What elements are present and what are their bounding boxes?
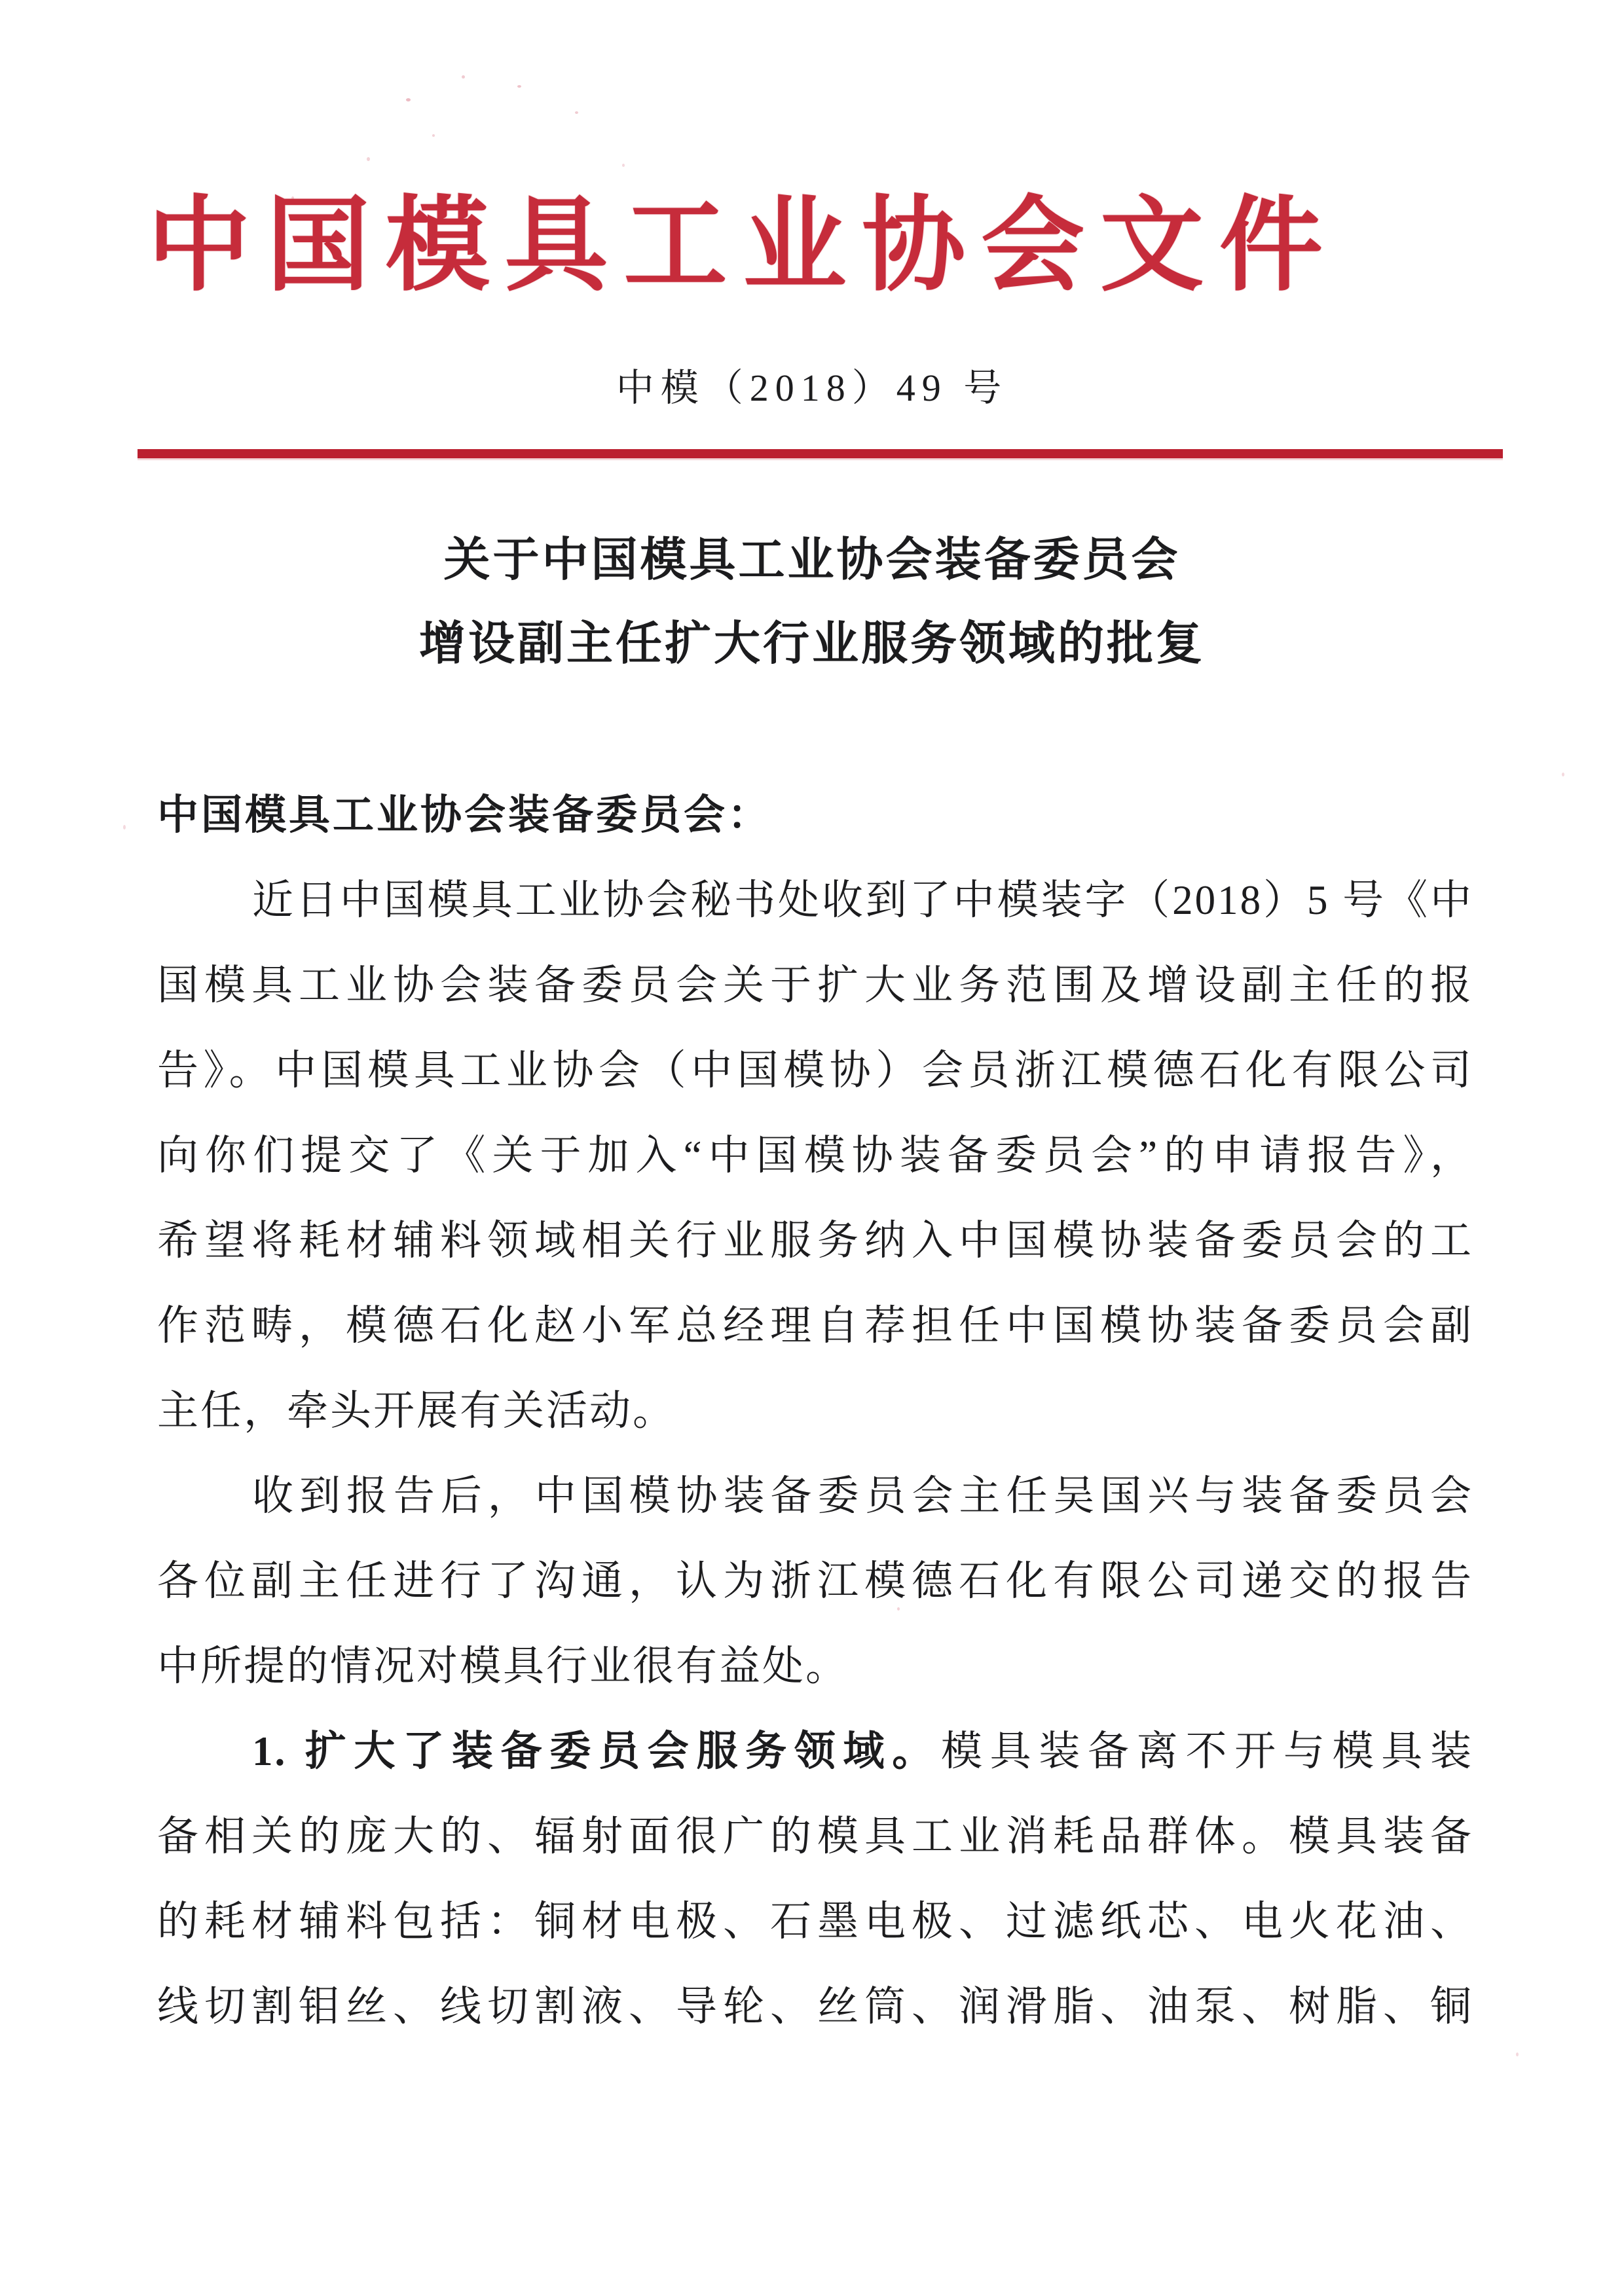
doc-number: 中模（2018）49 号 — [616, 367, 1008, 409]
body-line — [157, 1964, 1473, 2049]
letterhead-title — [147, 178, 1323, 304]
body-line — [157, 1794, 1473, 1879]
letterhead-char: 具 — [504, 189, 608, 304]
scan-speckle — [575, 111, 578, 114]
body-line — [157, 1368, 1473, 1453]
salutation-line: 中国模具工业协会装备委员会： — [157, 792, 771, 838]
document-title-line2: 增设副主任扩大行业服务领域的批复 — [418, 619, 1205, 670]
letterhead-char: 国 — [266, 189, 370, 304]
body-segment: 希望将耗材辅料领域相关行业服务纳入中国模协装备委员会的工 — [157, 1218, 1473, 1264]
body-segment: 线切割钼丝、线切割液、导轮、丝筒、润滑脂、油泵、树脂、铜 — [157, 1984, 1473, 2030]
body-line — [157, 858, 1473, 943]
letterhead-char: 会 — [981, 189, 1085, 304]
body-segment: 向你们提交了《关于加入“中国模协装备委员会”的申请报告》， — [157, 1133, 1473, 1178]
body-line — [157, 1283, 1473, 1368]
scan-speckle — [462, 75, 465, 79]
red-divider-line — [138, 449, 1503, 458]
scan-speckle — [432, 134, 435, 137]
body-line — [157, 1198, 1473, 1283]
body-segment: 模具装备离不开与模具装 — [940, 1728, 1474, 1774]
scan-speckle — [517, 85, 521, 88]
letterhead-char: 件 — [1219, 189, 1323, 304]
body-line — [157, 1113, 1473, 1198]
body-segment: 中所提的情况对模具行业很有益处。 — [157, 1643, 849, 1689]
letterhead-char: 协 — [862, 189, 966, 304]
body-segment: 备相关的庞大的、辐射面很广的模具工业消耗品群体。模具装备 — [157, 1813, 1473, 1859]
letterhead-char: 中 — [147, 189, 251, 304]
document-title — [0, 519, 1624, 686]
body-line — [157, 1453, 1473, 1539]
document-title-line1: 关于中国模具工业协会装备委员会 — [443, 535, 1181, 586]
scan-speckle — [123, 825, 126, 829]
body-segment-bold: 1. 扩大了装备委员会服务领域。 — [252, 1728, 941, 1774]
body-line — [157, 1624, 1473, 1709]
body-segment: 收到报告后，中国模协装备委员会主任吴国兴与装备委员会 — [252, 1473, 1473, 1519]
body-line — [157, 1028, 1473, 1113]
scan-speckle — [367, 157, 370, 161]
letterhead-char: 工 — [623, 189, 728, 304]
body-segment: 国模具工业协会装备委员会关于扩大业务范围及增设副主任的报 — [157, 962, 1473, 1008]
body-line — [157, 1539, 1473, 1624]
letterhead-char: 模 — [385, 189, 489, 304]
body-segment: 主任，牵头开展有关活动。 — [157, 1388, 676, 1434]
body-segment: 各位副主任进行了沟通，认为浙江模德石化有限公司递交的报告 — [157, 1558, 1473, 1604]
letterhead-char: 业 — [743, 189, 847, 304]
body-segment: 的耗材辅料包括：铜材电极、石墨电极、过滤纸芯、电火花油、 — [157, 1899, 1473, 1944]
body-line — [157, 1879, 1473, 1964]
letterhead-char: 文 — [1100, 189, 1204, 304]
scan-speckle — [406, 98, 411, 101]
body-line — [157, 1709, 1473, 1794]
body-segment: 作范畴，模德石化赵小军总经理自荐担任中国模协装备委员会副 — [157, 1303, 1473, 1349]
body-line — [157, 943, 1473, 1028]
body-segment: 近日中国模具工业协会秘书处收到了中模装字（2018）5 号《中 — [252, 877, 1473, 923]
document-body — [157, 773, 1473, 2049]
scan-speckle — [1516, 2052, 1519, 2056]
body-segment: 告》。中国模具工业协会（中国模协）会员浙江模德石化有限公司 — [157, 1048, 1473, 1093]
scan-speckle — [1562, 773, 1564, 776]
